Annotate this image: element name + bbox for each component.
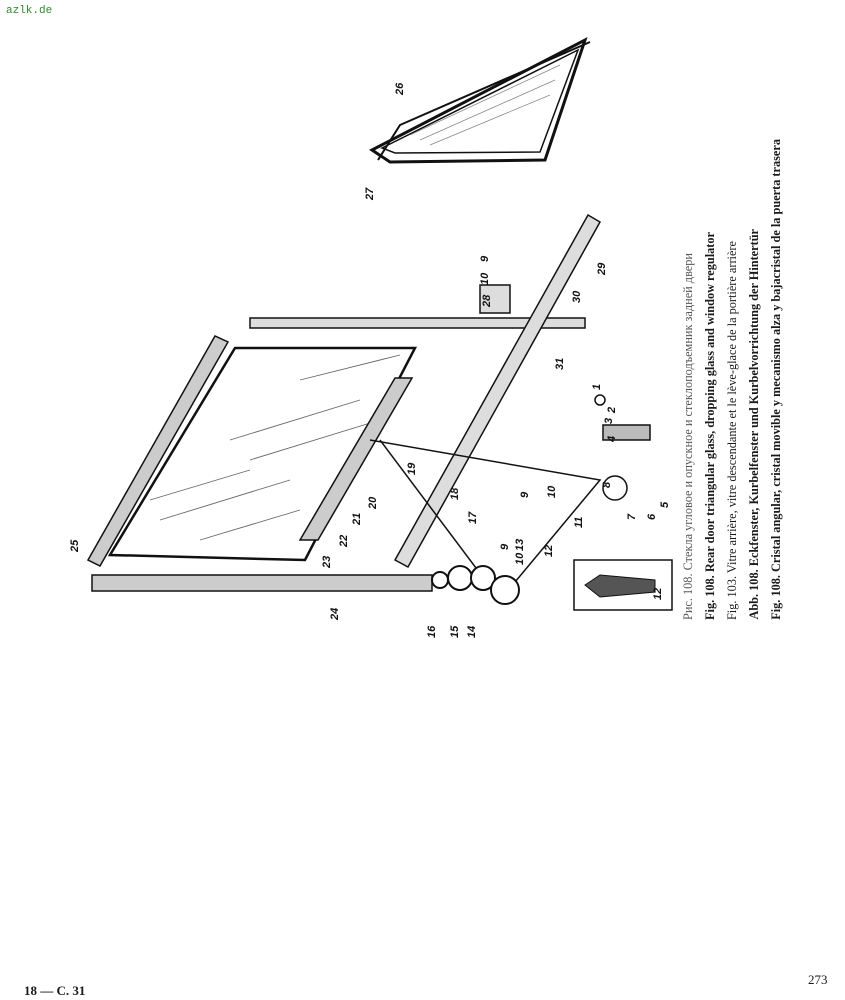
callout-label: 30 [571, 290, 583, 303]
callout-label: 10 [546, 485, 558, 498]
signature-mark: 18 — С. 31 [24, 983, 86, 998]
callout-label: 3 [603, 417, 615, 424]
callout-label: 9 [499, 543, 511, 550]
callout-label: 1 [591, 383, 603, 390]
callout-label: 24 [329, 607, 341, 620]
callout-label: 12 [652, 587, 664, 600]
callout-label: 4 [606, 435, 618, 442]
callout-numbers [69, 82, 671, 638]
caption-german: Abb. 108. Eckfenster, Kurbelfenster und Kurbelvorrichtung der Hintertür [747, 229, 761, 620]
callout-label: 12 [543, 544, 555, 557]
callout-label: 22 [338, 534, 350, 547]
regulator-rail [395, 215, 600, 567]
callout-label: 31 [554, 357, 566, 370]
caption-spanish: Fig. 108. Cristal angular, cristal movible y mecanismo alza y bajacristal de la puerta trasera [769, 139, 783, 620]
callout-label: 16 [426, 625, 438, 638]
caption-english: Fig. 108. Rear door triangular glass, dropping glass and window regulator [703, 232, 717, 620]
regulator-gears [432, 566, 519, 604]
callout-label: 25 [69, 539, 81, 552]
triangular-glass-assembly [372, 40, 590, 162]
caption-russian: Рис. 108. Стекла угловое и опускное и стеклоподъемник задней двери [681, 252, 695, 620]
callout-label: 18 [449, 487, 461, 500]
callout-label: 5 [659, 501, 671, 508]
run-channel-24 [92, 575, 432, 591]
callout-label: 28 [481, 294, 493, 307]
callout-label: 10 [479, 272, 491, 285]
caption-french: Fig. 103. Vitre arrière, vitre descendante et le lève-glace de la portière arrière [725, 240, 739, 620]
callout-label: 17 [467, 511, 479, 524]
callout-label: 26 [394, 82, 406, 95]
callout-label: 21 [351, 512, 363, 525]
callout-label: 20 [367, 496, 379, 509]
upper-run-channel-25 [88, 336, 228, 566]
crank-handle-inset [574, 560, 672, 610]
callout-label: 8 [601, 481, 613, 488]
callout-label: 29 [596, 262, 608, 275]
callout-label: 13 [514, 538, 526, 551]
callout-label: 23 [321, 555, 333, 568]
callout-label: 6 [646, 513, 658, 520]
callout-label: 10 [514, 552, 526, 565]
watermark: azlk.de [6, 5, 53, 17]
callout-label: 14 [466, 625, 478, 638]
figure-captions [680, 40, 800, 620]
callout-label: 15 [449, 625, 461, 638]
page-number: 273 [808, 972, 828, 987]
callout-label: 9 [519, 491, 531, 498]
callout-label: 7 [626, 513, 638, 520]
callout-label: 2 [606, 406, 618, 413]
callout-label: 19 [406, 462, 418, 475]
callout-label: 27 [364, 187, 376, 200]
callout-label: 11 [573, 516, 585, 528]
callout-label: 9 [479, 255, 491, 262]
